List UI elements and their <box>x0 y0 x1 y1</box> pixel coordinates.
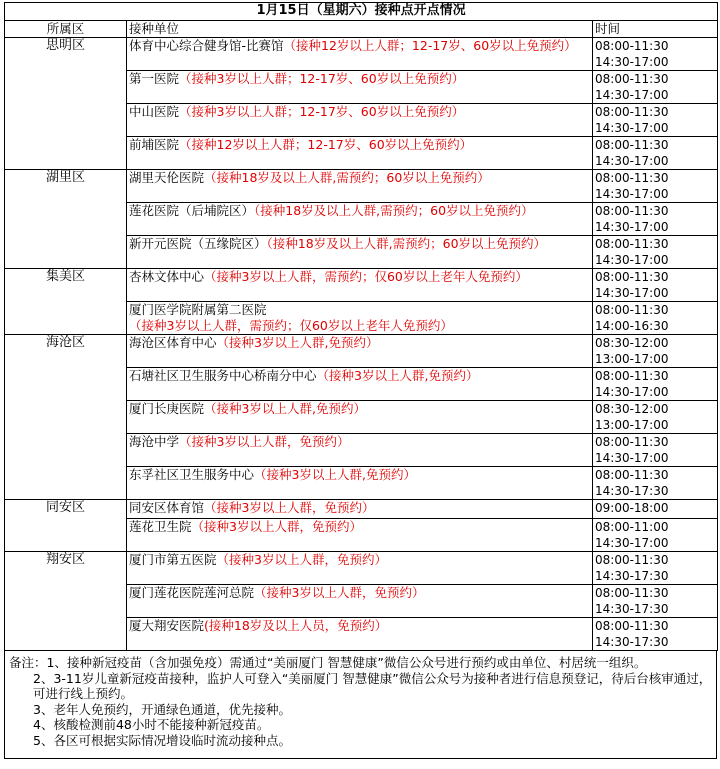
site-note: （接种3岁以上人群，需预约；仅60岁以上老年人免预约） <box>129 318 453 333</box>
unit-cell <box>127 269 593 302</box>
time-cell <box>593 500 718 519</box>
remark-4: 4、核酸检测前48小时不能接种新冠疫苗。 <box>33 717 270 732</box>
site-name: 莲花医院（后埔院区） <box>129 203 255 218</box>
site-name: 杏林文体中心 <box>129 269 205 284</box>
time-slot-morning: 08:00-11:30 <box>595 105 669 119</box>
time-cell <box>593 302 718 335</box>
time-slot-morning: 09:00-18:00 <box>595 501 669 515</box>
time-cell <box>593 401 718 434</box>
district-cell: 翔安区 <box>5 552 127 651</box>
unit-cell <box>127 71 593 104</box>
remark-3: 3、老年人免预约，开通绿色通道，优先接种。 <box>33 701 291 717</box>
time-cell <box>593 368 718 401</box>
time-slot-morning: 08:00-11:30 <box>595 303 669 317</box>
time-slot-morning: 08:00-11:30 <box>595 204 669 218</box>
header-time: 时间 <box>593 21 718 38</box>
time-slot-morning: 08:00-11:30 <box>595 39 669 53</box>
site-note: （接种3岁以上人群，免预约） <box>254 585 425 600</box>
unit-cell <box>127 335 593 368</box>
time-slot-afternoon: 14:30-17:00 <box>595 385 669 399</box>
time-slot-afternoon: 14:30-17:00 <box>595 88 669 102</box>
unit-cell <box>127 467 593 500</box>
time-slot-morning: 08:30-12:00 <box>595 336 669 350</box>
unit-cell <box>127 500 593 519</box>
unit-cell <box>127 170 593 203</box>
remarks-section <box>4 651 717 759</box>
site-note: （接种3岁以上人群,免预约） <box>204 401 366 416</box>
time-slot-morning: 08:00-11:30 <box>595 138 669 152</box>
site-name: 中山医院 <box>129 104 180 119</box>
unit-cell <box>127 104 593 137</box>
unit-cell <box>127 302 593 335</box>
unit-cell <box>127 585 593 618</box>
district-cell: 湖里区 <box>5 170 127 269</box>
schedule-sheet <box>4 2 717 759</box>
time-slot-morning: 08:00-11:30 <box>595 553 669 567</box>
site-note: （接种3岁以上人群，需预约；仅60岁以上老年人免预约） <box>204 269 528 284</box>
unit-cell <box>127 137 593 170</box>
time-slot-morning: 08:30-12:00 <box>595 402 669 416</box>
table-row <box>5 170 718 203</box>
unit-cell <box>127 203 593 236</box>
time-slot-morning: 08:00-11:30 <box>595 468 669 482</box>
site-name: 体育中心综合健身馆-比赛馆 <box>129 38 284 53</box>
time-cell <box>593 137 718 170</box>
table-row <box>5 552 718 585</box>
time-cell <box>593 269 718 302</box>
site-note: （接种12岁以上人群；12-17岁、60岁以上免预约） <box>179 137 473 152</box>
header-district: 所属区 <box>5 21 127 38</box>
site-note: （接种3岁以上人群,免预约） <box>216 335 379 350</box>
site-note: （接种18岁及以上人群,需预约；60岁以上免预约） <box>266 236 547 251</box>
site-note: （接种12岁以上人群；12-17岁、60岁以上免预约） <box>283 38 577 53</box>
time-cell <box>593 203 718 236</box>
time-slot-morning: 08:00-11:30 <box>595 270 669 284</box>
time-slot-afternoon: 13:00-17:00 <box>595 352 669 366</box>
district-cell: 同安区 <box>5 500 127 552</box>
site-note: （接种3岁以上人群，免预约） <box>179 434 350 449</box>
site-name: 厦门医学院附属第二医院 <box>129 302 267 317</box>
table-row <box>5 269 718 302</box>
time-slot-afternoon: 14:30-17:00 <box>595 154 669 168</box>
unit-cell <box>127 38 593 71</box>
header-row <box>5 21 718 38</box>
time-cell <box>593 170 718 203</box>
time-slot-afternoon: 14:30-17:00 <box>595 451 669 465</box>
site-name: 东孚社区卫生服务中心 <box>129 467 255 482</box>
time-slot-morning: 08:00-11:30 <box>595 586 669 600</box>
site-note: （接种3岁以上人群，免预约） <box>191 519 362 534</box>
schedule-table <box>4 2 718 651</box>
unit-cell <box>127 434 593 467</box>
site-name: 莲花卫生院 <box>129 519 192 534</box>
site-note: （接种3岁以上人群,免预约） <box>316 368 479 383</box>
time-slot-afternoon: 14:30-17:30 <box>595 569 669 583</box>
time-slot-morning: 08:00-11:30 <box>595 369 669 383</box>
time-slot-afternoon: 14:30-17:00 <box>595 121 669 135</box>
time-slot-afternoon: 13:00-17:00 <box>595 418 669 432</box>
time-slot-morning: 08:00-11:30 <box>595 72 669 86</box>
time-slot-morning: 08:00-11:30 <box>595 237 669 251</box>
site-note: （接种18岁及以上人群,需预约；60岁以上免预约） <box>204 170 490 185</box>
district-cell: 海沧区 <box>5 335 127 500</box>
time-cell <box>593 552 718 585</box>
time-slot-morning: 08:00-11:30 <box>595 171 669 185</box>
site-name: 前埔医院 <box>129 137 180 152</box>
remark-5: 5、各区可根据实际情况增设临时流动接种点。 <box>33 732 291 748</box>
site-name: 厦门市第五医院 <box>129 552 217 567</box>
time-slot-afternoon: 14:30-17:30 <box>595 484 669 498</box>
time-slot-morning: 08:00-11:30 <box>595 619 669 633</box>
title-row <box>5 3 718 21</box>
time-cell <box>593 519 718 552</box>
site-name: 石塘社区卫生服务中心桥南分中心 <box>129 368 317 383</box>
site-note: （接种3岁以上人群，免预约） <box>204 500 375 515</box>
page-title: 1月15日（星期六）接种点开点情况 <box>5 3 718 21</box>
site-name: 海沧区体育中心 <box>129 335 217 350</box>
district-cell: 集美区 <box>5 269 127 335</box>
time-cell <box>593 585 718 618</box>
site-name: 海沧中学 <box>129 434 180 449</box>
site-note: （接种3岁以上人群；12-17岁、60岁以上免预约） <box>179 104 465 119</box>
remark-2: 2、3-11岁儿童新冠疫苗接种，监护人可登入“美丽厦门 智慧健康”微信公众号为接种者进行信息预登记，待后台核审通过，可进行线上预约。 <box>33 670 712 701</box>
header-unit: 接种单位 <box>127 21 593 38</box>
site-note: （接种18岁及以上人群,需预约；60岁以上免预约） <box>254 203 534 218</box>
time-slot-morning: 08:00-11:30 <box>595 435 669 449</box>
time-cell <box>593 467 718 500</box>
site-note: （接种3岁以上人群，免预约） <box>216 552 387 567</box>
time-slot-afternoon: 14:30-17:00 <box>595 187 669 201</box>
table-row <box>5 335 718 368</box>
site-name: 第一医院 <box>129 71 180 86</box>
time-slot-afternoon: 14:30-17:00 <box>595 55 669 69</box>
table-row <box>5 38 718 71</box>
time-slot-afternoon: 14:00-16:30 <box>595 319 669 333</box>
site-name: 厦门莲花医院莲河总院 <box>129 585 255 600</box>
time-slot-afternoon: 14:30-17:30 <box>595 635 669 649</box>
time-slot-afternoon: 14:30-17:00 <box>595 286 669 300</box>
unit-cell <box>127 368 593 401</box>
remark-1: 备注：1、接种新冠疫苗（含加强免疫）需通过“美丽厦门 智慧健康”微信公众号进行预约或由单位、村居统一组织。 <box>9 655 647 670</box>
site-name: 新开元医院（五缘院区） <box>129 236 267 251</box>
site-note: (接种18岁及以上人员，免预约） <box>204 618 388 633</box>
time-cell <box>593 335 718 368</box>
time-cell <box>593 71 718 104</box>
site-name: 湖里天伦医院 <box>129 170 205 185</box>
unit-cell <box>127 519 593 552</box>
site-name: 厦门长庚医院 <box>129 401 205 416</box>
site-note: （接种3岁以上人群,免预约） <box>254 467 416 482</box>
time-slot-afternoon: 14:30-17:00 <box>595 253 669 267</box>
site-name: 同安区体育馆 <box>129 500 205 515</box>
unit-cell <box>127 401 593 434</box>
time-slot-afternoon: 14:30-17:00 <box>595 220 669 234</box>
time-cell <box>593 38 718 71</box>
time-slot-afternoon: 14:30-17:30 <box>595 602 669 616</box>
time-cell <box>593 236 718 269</box>
site-name: 厦大翔安医院 <box>129 618 205 633</box>
unit-cell <box>127 236 593 269</box>
time-slot-afternoon: 14:30-17:00 <box>595 536 669 550</box>
time-cell <box>593 104 718 137</box>
district-cell: 思明区 <box>5 38 127 170</box>
time-slot-morning: 08:00-11:00 <box>595 520 669 534</box>
unit-cell <box>127 618 593 651</box>
table-row <box>5 500 718 519</box>
time-cell <box>593 434 718 467</box>
unit-cell <box>127 552 593 585</box>
site-note: （接种3岁以上人群；12-17岁、60岁以上免预约） <box>179 71 465 86</box>
time-cell <box>593 618 718 651</box>
